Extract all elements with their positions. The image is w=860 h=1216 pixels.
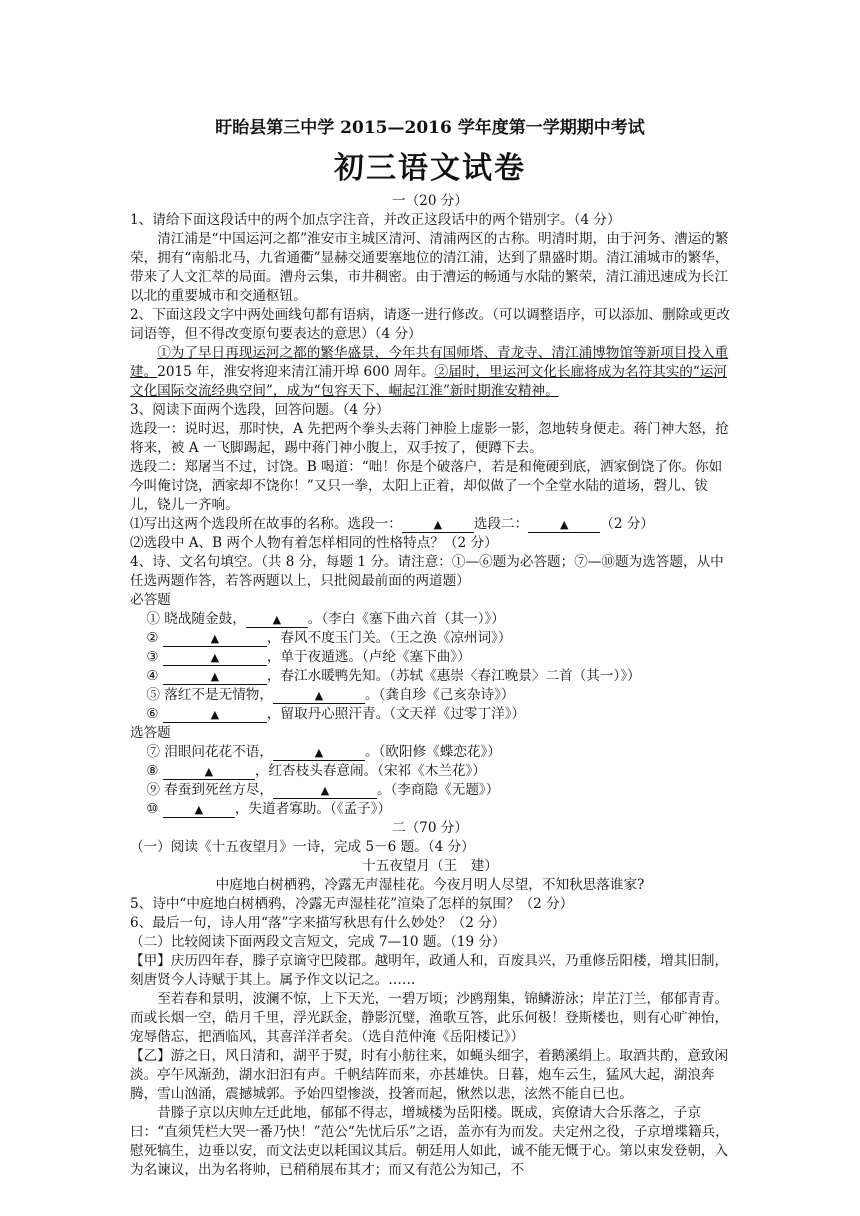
- fill-blank-item: [130, 781, 730, 800]
- q3-sub1-label-b: 选段二：: [473, 516, 529, 532]
- q4-required-list: [130, 610, 730, 724]
- item-number: ⑨: [146, 782, 160, 798]
- item-pre-text: 春蚕到死丝方尽，: [164, 782, 273, 798]
- item-number: ⑥: [146, 706, 159, 722]
- answer-blank[interactable]: [163, 764, 255, 780]
- item-post-text: 。（欧阳修《蝶恋花》）: [364, 744, 501, 760]
- q2-prompt: 2、下面这段文字中两处画线句都有语病，请逐一进行修改。（可以调整语序，可以添加、删除或更改词语等，但不得改变原句要表达的意思）（4 分）: [130, 307, 730, 342]
- answer-blank[interactable]: [528, 517, 600, 533]
- q3-sub2: ⑵选段中 A、B 两个人物有着怎样相同的性格特点？（2 分）: [130, 535, 498, 551]
- item-post-text: ，留取丹心照汗青。（文天祥《过零丁洋》）: [266, 706, 526, 722]
- answer-blank[interactable]: [163, 669, 267, 685]
- answer-blank[interactable]: [246, 612, 308, 628]
- yi-para-1: 【乙】游之日，风日清和，湖平于熨，时有小舫往来，如蝇头细字，着鹅溪绢上。取酒共酌，意致闲淡。亭午风渐劲，湖水汩汩有声。千帆结阵而来，亦甚雄快。日暮，炮车云生，猛风大起，湖浪奔腾，雪山汹涌，震撼城郭。予始四望惨淡，投箸而起，愀然以悲，泫然不能自已也。: [130, 1048, 729, 1102]
- part1-heading: 一（20 分）: [392, 193, 468, 209]
- jia-para-1: 【甲】庆历四年春，滕子京谪守巴陵郡。越明年，政通人和，百废具兴，乃重修岳阳楼，增其旧制，刻唐贤今人诗赋于其上。属予作文以记之。……: [130, 953, 729, 988]
- blank-marker: ▲: [210, 651, 220, 664]
- item-pre-text: 落红不是无情物，: [164, 687, 273, 703]
- q1-passage: 清江浦是“中国运河之都”淮安市主城区清河、清浦两区的古称。明清时期，由于河务、漕运的繁荣，拥有“南船北马，九省通衢”显赫交通要塞地位的清江浦，达到了鼎盛时期。清江浦城市的繁华，带来了人文汇萃的局面。漕舟云集，市井稠密。由于漕运的畅通与水陆的繁荣，清江浦迅速成为长江以北的重要城市和交通枢钮。: [130, 231, 729, 304]
- blank-marker: ▲: [314, 746, 324, 759]
- answer-blank[interactable]: [273, 745, 365, 761]
- item-post-text: ，春风不度玉门关。（王之涣《凉州词》）: [266, 630, 512, 646]
- part2-heading: 二（70 分）: [392, 820, 468, 836]
- fill-blank-item: [130, 705, 730, 724]
- item-number: ⑤: [146, 687, 160, 703]
- blank-marker: ▲: [204, 765, 214, 778]
- poem-text: 中庭地白树栖鸦，冷露无声湿桂花。今夜月明人尽望，不知秋思落谁家?: [215, 877, 645, 893]
- blank-marker: ▲: [314, 689, 324, 702]
- item-pre-text: 晓战随金鼓，: [164, 611, 246, 627]
- item-post-text: ，失道者寡助。（《孟子》）: [234, 801, 392, 817]
- fill-blank-item: [130, 762, 730, 781]
- q3-excerpt-2: 选段二：郑屠当不过，讨饶。B 喝道：“咄！你是个破落户，若是和俺硬到底，洒家倒饶了你。你如今叫俺讨饶，洒家却不饶你！”又只一拳，太阳上正着，却似做了一个全堂水陆的道场，磬儿、钹儿，铙儿一齐响。: [130, 459, 723, 513]
- q4-optional-label: 选答题: [130, 725, 171, 741]
- item-post-text: 。（龚自珍《己亥杂诗》）: [364, 687, 515, 703]
- fill-blank-item: [130, 743, 730, 762]
- fill-blank-item: [130, 648, 730, 667]
- item-number: ⑧: [146, 763, 159, 779]
- q4-required-label: 必答题: [130, 592, 171, 608]
- item-post-text: ，单于夜遁逃。（卢纶《塞下曲》）: [266, 649, 471, 665]
- item-number: ④: [146, 668, 159, 684]
- fill-blank-item: [130, 800, 730, 819]
- blank-marker: ▲: [210, 632, 220, 645]
- blank-marker: ▲: [194, 803, 204, 816]
- poem-title: 十五夜望月（王 建）: [362, 858, 498, 874]
- item-pre-text: 泪眼问花花不语，: [164, 744, 273, 760]
- fill-blank-item: [130, 686, 730, 705]
- q3-sub1: [130, 515, 730, 534]
- answer-blank[interactable]: [163, 802, 235, 818]
- item-number: ⑦: [146, 744, 160, 760]
- q1-prompt: 1、请给下面这段话中的两个加点字注音，并改正这段话中的两个错别字。（4 分）: [130, 212, 621, 228]
- answer-blank[interactable]: [273, 783, 377, 799]
- sec2-prompt: （二）比较阅读下面两段文言短文，完成 7—10 题。（19 分）: [130, 934, 506, 950]
- answer-blank[interactable]: [402, 517, 474, 533]
- fill-blank-item: [130, 667, 730, 686]
- item-number: ⑩: [146, 801, 159, 817]
- q3-excerpt-1: 选段一：说时迟，那时快，A 先把两个拳头去蒋门神脸上虚影一影，忽地转身便走。蒋门神大怒，抢将来，被 A 一飞脚踢起，踢中蒋门神小腹上，双手按了，便蹲下去。: [130, 421, 729, 456]
- fill-blank-item: [130, 610, 730, 629]
- item-number: ③: [146, 649, 159, 665]
- q6-prompt: 6、最后一句，诗人用“落”字来描写秋思有什么妙处？（2 分）: [130, 915, 506, 931]
- item-post-text: 。（李白《塞下曲六首（其一）》）: [307, 611, 505, 627]
- q3-sub1-score: （2 分）: [600, 516, 655, 532]
- blank-marker: ▲: [210, 708, 220, 721]
- exam-content: [130, 192, 730, 1180]
- answer-blank[interactable]: [163, 650, 267, 666]
- blank-marker: ▲: [320, 784, 330, 797]
- answer-blank[interactable]: [273, 688, 365, 704]
- blank-marker: ▲: [210, 670, 220, 683]
- q4-optional-list: [130, 743, 730, 819]
- item-post-text: ，春江水暖鸭先知。（苏轼《惠崇〈春江晚景〉二首（其一）》）: [266, 668, 641, 684]
- q2-underline-2: ②届时，里运河文化长廊将成为名符其实的“运河文化国际交流经典空间”，成为“包容天下、崛起江淮”新时期淮安精神。: [130, 364, 728, 399]
- item-post-text: ，红杏枝头春意闹。（宋祁《木兰花》）: [254, 763, 486, 779]
- q3-sub1-label-a: ⑴写出这两个选段所在故事的名称。选段一：: [130, 516, 402, 532]
- answer-blank[interactable]: [163, 631, 267, 647]
- school-title: 盱眙县第三中学 2015—2016 学年度第一学期期中考试: [215, 118, 645, 138]
- item-number: ①: [146, 611, 160, 627]
- q4-prompt: 4、诗、文名句填空。（共 8 分，每题 1 分。请注意：①—⑥题为必答题；⑦—⑩题为选答题，从中任选两题作答，若答两题以上，只批阅最前面的两道题）: [130, 554, 724, 589]
- yi-para-2: 昔滕子京以庆帅左迁此地，郁郁不得志，增城楼为岳阳楼。既成，宾僚请大合乐落之，子京曰：“直须凭栏大哭一番乃快！”范公“先忧后乐”之语，盖亦有为而发。夫定州之役，子京增堞籍兵，慰死犒生，边垂以安，而文法吏以耗国议其后。朝廷用人如此，诚不能无慨于心。第以束发登朝，入为名谏议，出为名将帅，已稍稍展布其才；而又有范公为知己，不: [130, 1105, 729, 1178]
- answer-blank[interactable]: [163, 707, 267, 723]
- fill-blank-item: [130, 629, 730, 648]
- item-post-text: 。（李商隐《无题》）: [376, 782, 500, 798]
- exam-title: 初三语文试卷: [334, 151, 526, 186]
- blank-marker: ▲: [560, 518, 569, 531]
- q2-passage: [130, 344, 730, 401]
- sec1-prompt: （一）阅读《十五夜望月》一诗，完成 5－6 题。（4 分）: [130, 839, 475, 855]
- jia-para-2: 至若春和景明，波澜不惊，上下天光，一碧万顷；沙鸥翔集，锦鳞游泳；岸芷汀兰，郁郁青青。而或长烟一空，皓月千里，浮光跃金，静影沉璧，渔歌互答，此乐何极！登斯楼也，则有心旷神怡，宠辱偕忘，把酒临风，其喜洋洋者矣。（选自范仲淹《岳阳楼记》）: [130, 991, 729, 1045]
- blank-marker: ▲: [433, 518, 443, 531]
- q3-prompt: 3、阅读下面两个选段，回答问题。（4 分）: [130, 402, 390, 418]
- item-number: ②: [146, 630, 159, 646]
- q5-prompt: 5、诗中“中庭地白树栖鸦，冷露无声湿桂花”渲染了怎样的氛围？（2 分）: [130, 896, 574, 912]
- q2-underline-1: ①为了早日再现运河之都的繁华盛景，今年共有国师塔、青龙寺、清江浦博物馆等新项目投入重建。: [130, 345, 729, 380]
- blank-marker: ▲: [272, 613, 282, 626]
- q2-middle: 2015 年，淮安将迎来清江浦开埠 600 周年。: [157, 364, 435, 380]
